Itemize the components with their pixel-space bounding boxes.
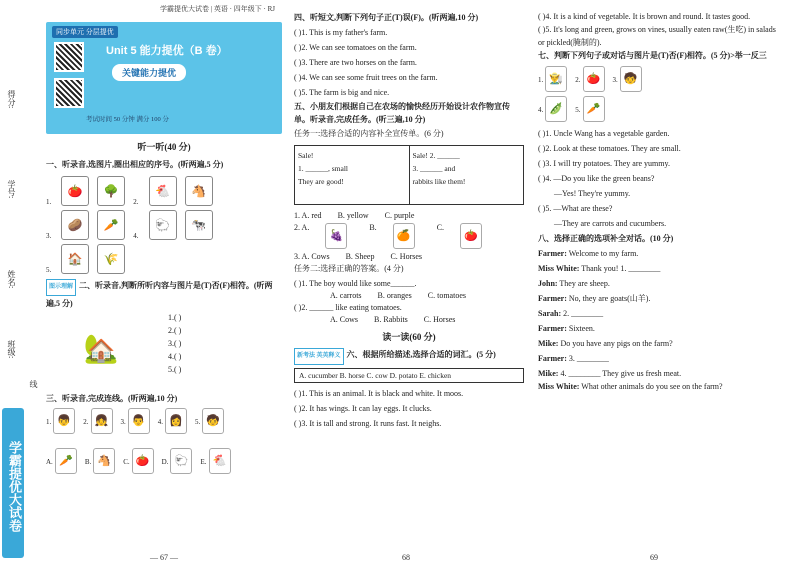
q2-item-2[interactable]: 2.( )	[168, 326, 182, 335]
person-icon: 👧	[91, 408, 113, 434]
q1-pictures-row2: 3. 🥔 🥕 4. 🐑 🐄	[46, 210, 282, 240]
q2-item-1[interactable]: 1.( )	[168, 313, 182, 322]
student-id-label: 学号:	[7, 180, 16, 199]
carrot-icon: 🥕	[55, 448, 77, 474]
q1-pictures: 1. 🍅 🌳 2. 🐔 🐴	[46, 176, 282, 206]
q7-item-1[interactable]: ( )1. Uncle Wang has a vegetable garden.	[538, 129, 670, 138]
q4-item-2[interactable]: ( )2. We can see tomatoes on the farm.	[294, 43, 417, 52]
unit-subtitle: 关键能力提优	[112, 64, 186, 81]
exam-info: 考试时间 50 分钟 满分 100 分	[86, 116, 169, 123]
question-4: 四、听短文,判断下列句子正(T)误(F)。(听两遍,10 分)	[294, 13, 479, 22]
t1q2: 2. A. 🍇 B. 🍊 C. 🍅	[294, 223, 524, 249]
question-5: 五、小朋友们根据自己在农场的愉快经历开始设计农作物宣传单。听录音,完成任务。(听三遍,10 分)	[294, 102, 510, 124]
q1-pictures-row3: 5. 🏠 🌾	[46, 244, 282, 274]
q6-item-1[interactable]: ( )1. This is an animal. It is black and white. It moos.	[294, 389, 464, 398]
t2q1[interactable]: ( )1. The boy would like some______.	[294, 279, 417, 288]
q7-item-5[interactable]: ( )5. —What are these?	[538, 204, 613, 213]
tomatoes-icon: 🍅	[460, 223, 482, 249]
q7-item-4[interactable]: ( )4. —Do you like the green beans?	[538, 174, 655, 183]
q2-area	[46, 311, 282, 391]
q6-item-3[interactable]: ( )3. It is tall and strong. It runs fast. It neighs.	[294, 419, 442, 428]
orange-icon: 🍊	[393, 223, 415, 249]
q6-item-5[interactable]: ( )5. It's long and green, grows on vines, usually eaten raw(生吃) in salads or pickled(腌制的).	[538, 25, 776, 47]
person-icon: 👩	[165, 408, 187, 434]
binding-strip	[0, 0, 42, 566]
question-6: 新考法 英英释义 六、根据所给描述,选择合适的词汇。(5 分)	[294, 347, 524, 365]
page-69: ( )4. It is a kind of vegetable. It is brown and round. It tastes good. ( )5. It's long and green, grows on vines, usually eaten raw(生吃) in salads or pickled(腌制的). 七、判断下列句子或对话与图片是(T)否(F)相符。(5 分)>举一反三 1. 👨‍🌾 2. 🍅 3. 🧒 4. 🫛 5. 🥕 ( )1. Uncle Wang has a vegetable garden. ( )2. Look at these tomatoes. They are small. ( )3. I will try potatoes. They are yummy. ( )4. —Do you like the green beans? —Yes! They're yummy. ( )5. —What are these? —They are carrots and cucumbers. 八、选择正确的选项补全对话。(10 分) Farmer: Welcome to my farm. Miss White: Thank you! 1. ________ John: They are sheep. Farmer: No, they are goats(山羊). Sarah: 2. ________ Farmer: Sixteen. Mike: Do you have any pigs on the farm? Farmer: 3. ________ Mike: 4. ________ They give us fresh meat. Miss White: What other animals do you see on the farm?	[538, 10, 778, 393]
q7-item-2[interactable]: ( )2. Look at these tomatoes. They are small.	[538, 144, 681, 153]
page-68: 四、听短文,判断下列句子正(T)误(F)。(听两遍,10 分) ( )1. This is my father's farm. ( )2. We can see tomatoes on the farm. ( )3. There are two horses on the farm. ( )4. We can see some fruit trees on the farm. ( )5. The farm is big and nice. 五、小朋友们根据自己在农场的愉快经历开始设计农作物宣传单。听录音,完成任务。(听三遍,10 分) 任务一:选择合适的内容补全宣传单。(6 分) Sale! 1. ______, small They are good! Sale! 2. ______ 3. ______ and rabbits like them! 1. A. red B. yellow C. purple 2. A. 🍇 B. 🍊 C. 🍅 3. A. Cows B. Sheep C. Horses 任务二:选择正确的答案。(4 分) ( )1. The boy would like some______. A. carrots B. oranges C. tomatoes ( )2. ______ like eating tomatoes. A. Cows B. Rabbits C. Horses 读一读(60 分) 新考法 英英释义 六、根据所给描述,选择合适的词汇。(5 分) A. cucumber B. horse C. cow D. potato E. chicken ( )1. This is an animal. It is black and white. It moos. ( )2. It has wings. It can lay eggs. It clucks. ( )3. It is tall and strong. It runs fast. It neighs.	[294, 10, 524, 431]
t2q2[interactable]: ( )2. ______ like eating tomatoes.	[294, 303, 402, 312]
question-3: 三、听录音,完成连线。(听两遍,10 分)	[46, 394, 178, 403]
person-icon: 👨	[128, 408, 150, 434]
question-2: 图示理解 二、听录音,判断所听内容与图片是(T)否(F)相符。(听两遍,5 分)	[46, 281, 273, 308]
q7-pictures: 1. 👨‍🌾 2. 🍅 3. 🧒	[538, 66, 778, 92]
horse-picture: 🐴	[185, 176, 213, 206]
name-label: 姓名:	[7, 270, 16, 289]
sale-flyer-2: Sale! 2. ______ 3. ______ and rabbits like them!	[412, 151, 466, 186]
farm-field-picture: 🌾	[97, 244, 125, 274]
person-icon: 👦	[53, 408, 75, 434]
sync-tag: 同步单元 分层提优	[52, 26, 118, 38]
question-1: 一、听录音,选图片,圈出相应的序号。(听两遍,5 分)	[46, 160, 224, 169]
sheep-icon: 🐑	[170, 448, 192, 474]
unit-title: Unit 5 能力提优（B 卷）	[106, 45, 228, 57]
cow-picture: 🐄	[185, 210, 213, 240]
q6-item-4[interactable]: ( )4. It is a kind of vegetable. It is brown and round. It tastes good.	[538, 12, 751, 21]
q7-item-3[interactable]: ( )3. I will try potatoes. They are yummy.	[538, 159, 670, 168]
q4-item-4[interactable]: ( )4. We can see some fruit trees on the farm.	[294, 73, 438, 82]
tomato-icon: 🍅	[132, 448, 154, 474]
q3-people-row: 1. 👦 2. 👧 3. 👨 4. 👩 5. 🧒	[46, 408, 282, 434]
read-section-title: 读一读(60 分)	[382, 332, 436, 342]
q2-item-5[interactable]: 5.( )	[168, 365, 182, 374]
sheep-picture: 🐑	[149, 210, 177, 240]
tomato-hand-icon: 🍅	[583, 66, 605, 92]
hen-icon: 🐔	[209, 448, 231, 474]
qr-code-icon	[54, 42, 84, 72]
unit-banner	[46, 22, 282, 134]
qr-code-icon	[54, 78, 84, 108]
class-label: 班级:	[7, 340, 16, 359]
page-number-68: 68	[402, 553, 410, 562]
carrot-picture: 🥕	[97, 210, 125, 240]
q4-item-3[interactable]: ( )3. There are two horses on the farm.	[294, 58, 417, 67]
word-bank: A. cucumber B. horse C. cow D. potato E. chicken	[294, 368, 524, 383]
kids-beans-icon: 🫛	[545, 96, 567, 122]
horse-icon: 🐴	[93, 448, 115, 474]
q6-item-2[interactable]: ( )2. It has wings. It can lay eggs. It clucks.	[294, 404, 432, 413]
sale-flyer-1: Sale! 1. ______, small They are good!	[295, 146, 410, 204]
dialog: Farmer: Welcome to my farm. Miss White: Thank you! 1. ________ John: They are sheep. Farmer: No, they are goats(山羊). Sarah: 2. ________ Farmer: Sixteen. Mike: Do you have any pigs on the farm? Farmer: 3. ________ Mike: 4. ________ They give us fresh meat. Miss White: What other animals do you see on the farm?	[538, 249, 723, 391]
tomato-picture: 🍅	[61, 176, 89, 206]
grapes-icon: 🍇	[325, 223, 347, 249]
q3-items-row: A. 🥕 B. 🐴 C. 🍅 D. 🐑 E. 🐔	[46, 448, 282, 474]
person-icon: 🧒	[202, 408, 224, 434]
task-1: 任务一:选择合适的内容补全宣传单。(6 分)	[294, 129, 444, 138]
q2-item-4[interactable]: 4.( )	[168, 352, 182, 361]
brand-banner: 学霸提优大试卷	[2, 408, 24, 558]
t1q1: 1. A. red B. yellow C. purple	[294, 211, 415, 220]
q4-item-5[interactable]: ( )5. The farm is big and nice.	[294, 88, 390, 97]
page-67	[46, 22, 282, 474]
boy-eating-icon: 🧒	[620, 66, 642, 92]
cut-line-label: 线	[29, 380, 38, 388]
question-8: 八、选择正确的选项补全对话。(10 分)	[538, 234, 674, 243]
page-header: 学霸提优大试卷 | 英语 · 四年级下 · RJ	[160, 5, 275, 13]
farm-illustration: 🏡	[83, 334, 119, 365]
man-garden-icon: 👨‍🌾	[545, 66, 567, 92]
q7-pictures-row2: 4. 🫛 5. 🥕	[538, 96, 778, 122]
listen-section-title: 听一听(40 分)	[137, 142, 191, 152]
tree-picture: 🌳	[97, 176, 125, 206]
q2-item-3[interactable]: 3.( )	[168, 339, 182, 348]
page-number-67: — 67 —	[150, 553, 178, 562]
chicken-picture: 🐔	[149, 176, 177, 206]
question-7: 七、判断下列句子或对话与图片是(T)否(F)相符。(5 分)>举一反三	[538, 51, 767, 60]
potato-picture: 🥔	[61, 210, 89, 240]
task-2: 任务二:选择正确的答案。(4 分)	[294, 264, 404, 273]
page-number-69: 69	[650, 553, 658, 562]
carrots-icon: 🥕	[583, 96, 605, 122]
q4-item-1[interactable]: ( )1. This is my father's farm.	[294, 28, 388, 37]
score-label: 得分:	[7, 90, 16, 109]
sale-flyers	[294, 145, 524, 205]
t1q3: 3. A. Cows B. Sheep C. Horses	[294, 252, 423, 261]
farm-scene-picture: 🏠	[61, 244, 89, 274]
